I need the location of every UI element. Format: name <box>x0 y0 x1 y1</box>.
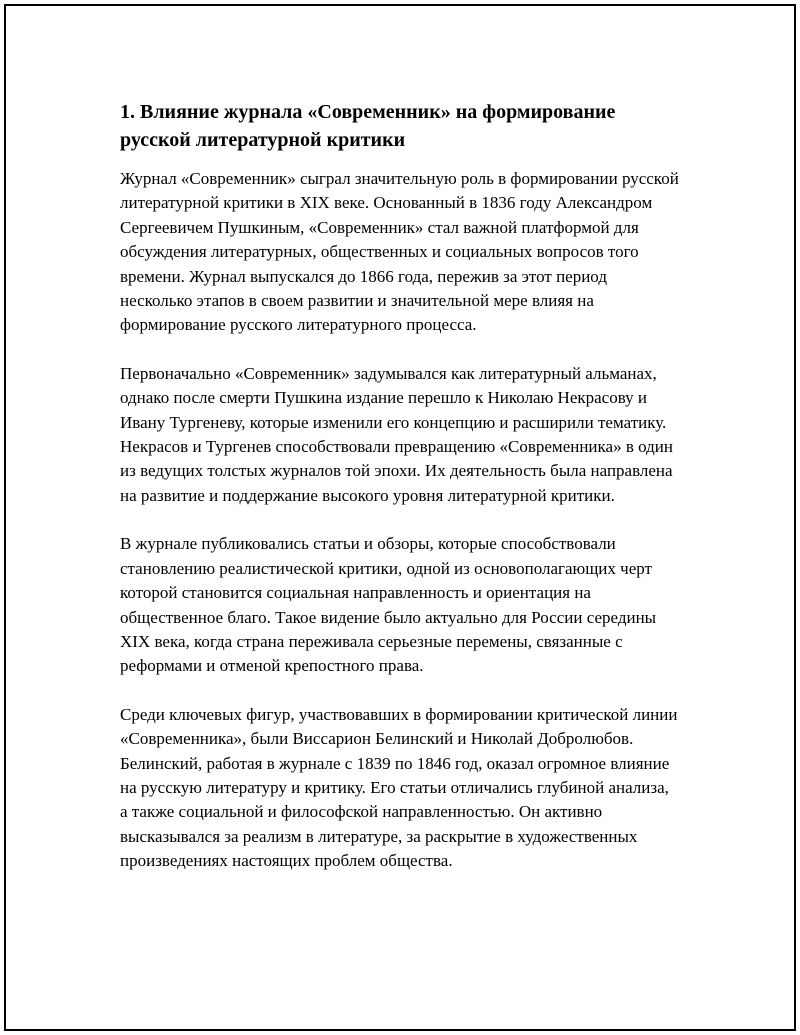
page-frame <box>4 4 796 1031</box>
paragraph-1: Журнал «Современник» сыграл значительную роль в формировании русской литературной критики в XIX веке. Основанный в 1836 году Александром Сергеевичем Пушкиным, «Современник» стал важной платформой для обсуждения литературных, общественных и социальных вопросов того времени. Журнал выпускался до 1866 года, пережив за этот период несколько этапов в своем развитии и значительной мере влияя на формирование русского литературного процесса. <box>120 169 679 335</box>
section-heading: 1. Влияние журнала «Современник» на формирование русской литературной критики <box>120 101 616 151</box>
paragraph-3: В журнале публиковались статьи и обзоры, которые способствовали становлению реалистической критики, одной из основополагающих черт которой становится социальная направленность и ориентация на общественное благо. Такое видение было актуально для России середины XIX века, когда страна переживала серьезные перемены, связанные с реформами и отменой крепостного права. <box>120 534 657 676</box>
document-body <box>120 98 680 898</box>
paragraph-4: Среди ключевых фигур, участвовавших в формировании критической линии «Современника», были Виссарион Белинский и Николай Добролюбов. Белинский, работая в журнале с 1839 по 1846 год, оказал огромное влияние на русскую литературу и критику. Его статьи отличались глубиной анализа, а также социальной и философской направленностью. Он активно высказывался за реализм в литературе, за раскрытие в художественных произведениях настоящих проблем общества. <box>120 704 678 871</box>
paragraph-2: Первоначально «Современник» задумывался как литературный альманах, однако после смерти Пушкина издание перешло к Николаю Некрасову и Ивану Тургеневу, которые изменили его концепцию и расширили тематику. Некрасов и Тургенев способствовали превращению «Современника» в один из ведущих толстых журналов той эпохи. Их деятельность была направлена на развитие и поддержание высокого уровня литературной критики. <box>120 363 673 505</box>
